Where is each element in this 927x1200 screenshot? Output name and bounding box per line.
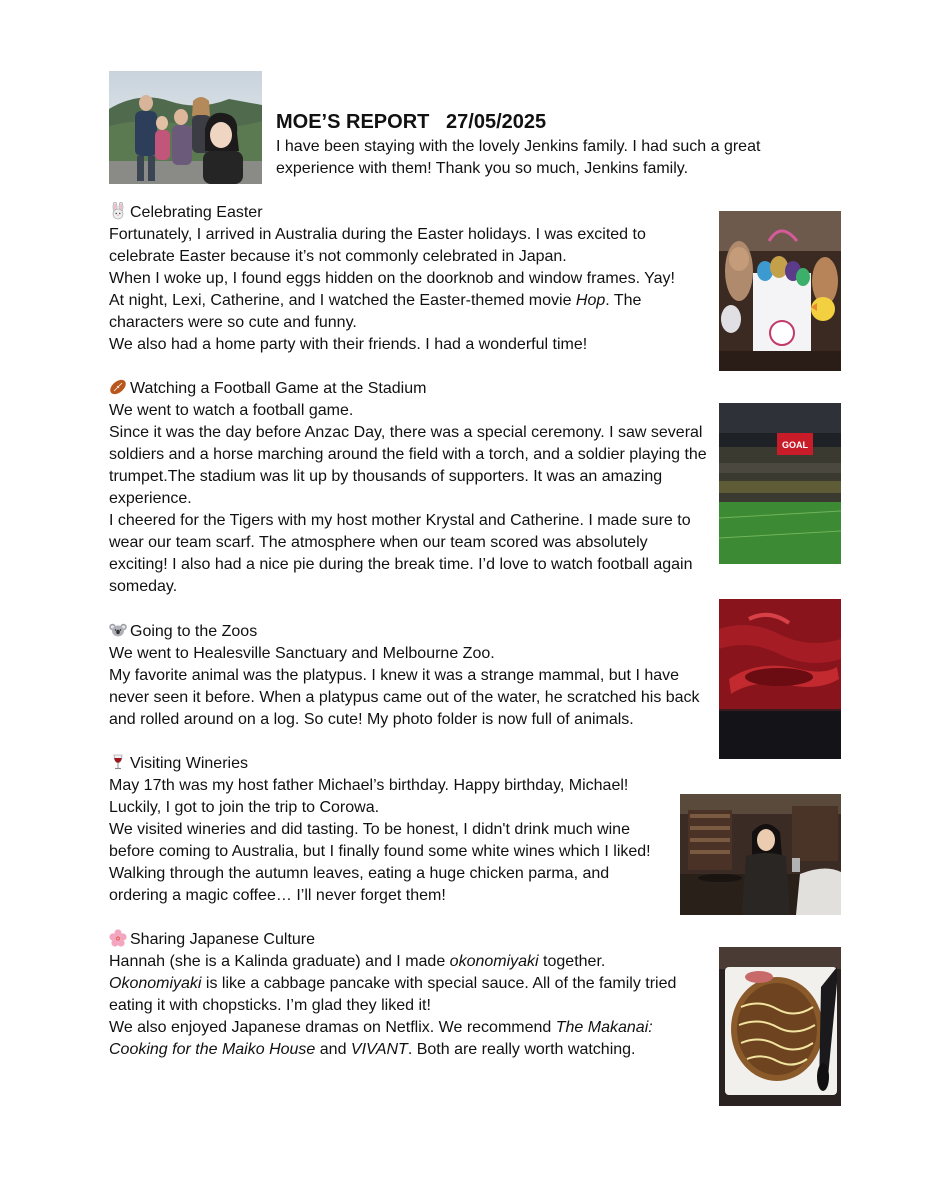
culture-paragraph-2: Okonomiyaki is like a cabbage pancake with special sauce. All of the family tried eating it with chopsticks. I’m glad they liked it! — [109, 975, 677, 1014]
football-paragraph-3: I cheered for the Tigers with my host mother Krystal and Catherine. I made sure to wear our team scarf. The atmosphere when our team scored was absolutely exciting! I also had a nice pie during the break time. I’d love to watch football again someday. — [109, 512, 693, 595]
easter-paragraph-3: At night, Lexi, Catherine, and I watched the Easter-themed movie Hop. The characters were so cute and funny. — [109, 292, 642, 331]
section-heading-wineries: Visiting Wineries — [109, 753, 669, 775]
family-photo — [109, 71, 262, 184]
zoo-paragraph-1: We went to Healesville Sanctuary and Melbourne Zoo. — [109, 645, 495, 662]
football-paragraph-2: Since it was the day before Anzac Day, there was a special ceremony. I saw several soldiers and a horse marching around the field with a torch, and a soldier playing the trumpet.The stadium was lit up by thousands of supporters. It was an amazing experience. — [109, 424, 707, 507]
section-heading-easter: Celebrating Easter — [109, 202, 709, 224]
culture-paragraph-1: Hannah (she is a Kalinda graduate) and I made okonomiyaki together. — [109, 953, 606, 970]
platypus-photo — [719, 599, 841, 759]
section-heading-zoo: Going to the Zoos — [109, 621, 709, 643]
okonomiyaki-photo — [719, 947, 841, 1106]
easter-paragraph-4: We also had a home party with their friends. I had a wonderful time! — [109, 336, 588, 353]
section-heading-culture: Sharing Japanese Culture — [109, 929, 709, 951]
section-zoo — [109, 621, 709, 731]
rugby-football-icon — [109, 378, 127, 396]
zoo-paragraph-2: My favorite animal was the platypus. I knew it was a strange mammal, but I have never seen it before. When a platypus came out of the water, he scratched his back and rolled around on a log. So cute! My photo folder is now full of animals. — [109, 667, 700, 728]
koala-icon — [109, 621, 127, 639]
intro-text: I have been staying with the lovely Jenkins family. I had such a great experience with them! Thank you so much, Jenkins family. — [276, 138, 761, 177]
section-wineries — [109, 753, 669, 907]
scoreboard-text: GOAL — [782, 440, 808, 450]
easter-photo — [719, 211, 841, 371]
section-culture — [109, 929, 709, 1061]
section-football — [109, 378, 709, 598]
page-title: MOE’S REPORT 27/05/2025 — [276, 111, 547, 133]
football-paragraph-1: We went to watch a football game. — [109, 402, 354, 419]
winery-photo — [680, 794, 841, 915]
rabbit-icon — [109, 202, 127, 220]
stadium-photo — [719, 403, 841, 564]
section-easter — [109, 202, 709, 356]
wineries-paragraph-3: We visited wineries and did tasting. To be honest, I didn't drink much wine before coming to Australia, but I finally found some white wines which I liked! Walking through the autumn leaves, eating a huge chicken parma, and ordering a magic coffee… I’ll never forget them! — [109, 821, 651, 904]
wine-glass-icon — [109, 753, 127, 771]
easter-paragraph-1: Fortunately, I arrived in Australia during the Easter holidays. I was excited to celebrate Easter because it’s not commonly celebrated in Japan. — [109, 226, 646, 265]
easter-paragraph-2: When I woke up, I found eggs hidden on the doorknob and window frames. Yay! — [109, 270, 675, 287]
cherry-blossom-icon — [109, 929, 127, 947]
wineries-paragraph-2: Luckily, I got to join the trip to Corowa. — [109, 799, 380, 816]
wineries-paragraph-1: May 17th was my host father Michael’s birthday. Happy birthday, Michael! — [109, 777, 629, 794]
culture-paragraph-3: We also enjoyed Japanese dramas on Netflix. We recommend The Makanai: Cooking for the Maiko House and VIVANT. Both are really worth watching. — [109, 1019, 653, 1058]
section-heading-football: Watching a Football Game at the Stadium — [109, 378, 709, 400]
